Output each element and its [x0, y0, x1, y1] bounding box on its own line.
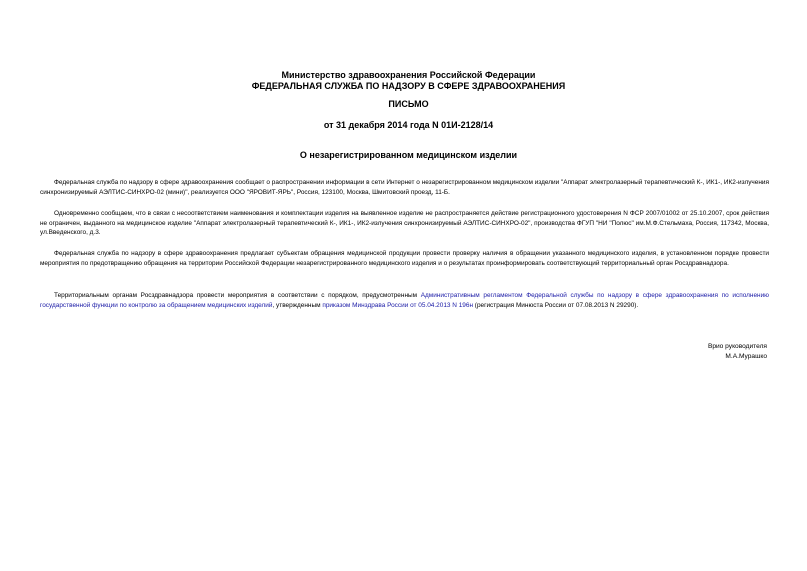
document-date-number: от 31 декабря 2014 года N 01И-2128/14: [323, 120, 494, 130]
document-header: [40, 70, 777, 92]
ministry-name: Министерство здравоохранения Российской Федерации: [281, 70, 536, 80]
paragraph-3: Федеральная служба по надзору в сфере здравоохранения предлагает субъектам обращения медицинской продукции провести проверку наличия в обращении указанного медицинского изделия, в установленном порядке провести мероприятия по предотвращению обращения на территории Российской Федерации незарегистрированного медицинского изделия и о результатах проинформировать соответствующий территориальный орган Росздравнадзора.: [40, 250, 769, 267]
service-name: ФЕДЕРАЛЬНАЯ СЛУЖБА ПО НАДЗОРУ В СФЕРЕ ЗДРАВООХРАНЕНИЯ: [251, 81, 566, 91]
order-link[interactable]: приказом Минздрава России от 05.04.2013 N 196н: [322, 301, 474, 309]
signatory-title: Врио руководителя: [707, 343, 767, 350]
signature-block: [708, 342, 767, 362]
paragraph-4-text-1: Территориальным органам Росздравнадзора провести мероприятия в соответствии с порядком, предусмотренным: [54, 292, 421, 299]
paragraph-4: [40, 291, 769, 310]
document-type: ПИСЬМО: [388, 99, 429, 109]
document-subject: О незарегистрированном медицинском изделии: [299, 150, 518, 160]
paragraph-2: Одновременно сообщаем, что в связи с несоответствием наименования и комплектации изделия на выявленное изделие не распространяется действие регистрационного удостоверения N ФСР 2007/01002 от 25.10.2007, срок действия не ограничен, выданного на медицинское изделие "Аппарат электролазерный терапевтический К-, ИК1-, ИК2-излучения синхронизируемый АЭЛТИС-СИНХРО-02", производства ФГУП "НИ "Полюс" им.М.Ф.Стельмаха, Россия, 117342, Москва, ул.Введенского, д.3.: [40, 210, 769, 237]
paragraph-4-text-3: (регистрация Минюста России от 07.08.2013 N 29290).: [473, 301, 639, 309]
paragraph-1: Федеральная служба по надзору в сфере здравоохранения сообщает о распространении информации в сети Интернет о незарегистрированном медицинском изделии "Аппарат электролазерный терапевтический К-, ИК1-, ИК2-излучения синхронизируемый АЭЛТИС-СИНХРО-02 (мини)", реализуется ООО "ЯРОВИТ-ЯРЬ", Россия, 123100, Москва, Шмитовский проезд, 11-Б.: [40, 179, 769, 196]
paragraph-4-text-2: , утвержденным: [272, 301, 323, 309]
signatory-name: М.А.Мурашко: [725, 353, 767, 360]
regulation-link[interactable]: Административным регламентом Федеральной службы по надзору в сфере здравоохранения по исполнению государственной функции по контролю за обращением медицинских изделий: [40, 292, 769, 309]
